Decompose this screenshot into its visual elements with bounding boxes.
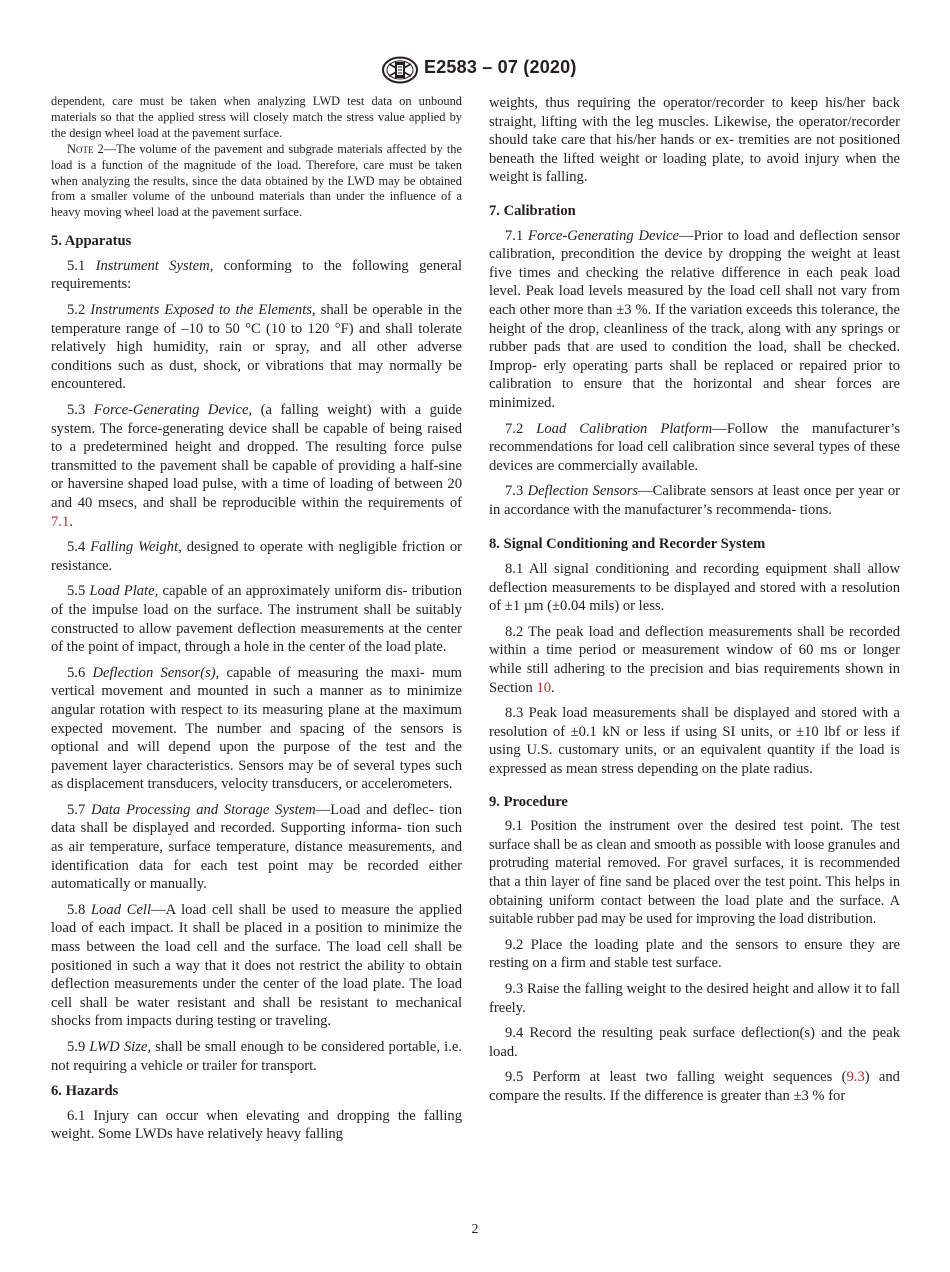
section-heading-procedure: 9. Procedure — [489, 793, 568, 810]
paragraph-8-3: 8.3 Peak load measurements shall be displayed and stored with a resolution of ±0.1 kN or less if using SI units, or ±10 lbf or less if using U.S. customary units, or an equivalent quantity if the load is expressed as mean stress depending on the plate radius. — [489, 705, 900, 777]
clause-text: capable of an approximately uniform dis- tribution of the impulse load on the surface. The instrument shall be suitably constructed to allow pavement deflection measurements at the center of the point of impact, through a hole in the center of the load plate. — [51, 583, 463, 656]
paragraph-5-9 — [51, 1038, 462, 1075]
note-label: Note 2 — [67, 141, 104, 156]
astm-logo-icon — [381, 56, 419, 84]
section-heading-apparatus: 5. Apparatus — [51, 233, 132, 250]
paragraph-8-1: 8.1 All signal conditioning and recording equipment shall allow deflection measurements to be displayed and stored with a resolution of ±1 µm (±0.04 mils) or less. — [489, 561, 900, 615]
clause-term: Load Cell — [90, 901, 152, 918]
paragraph-9-3: 9.3 Raise the falling weight to the desired height and allow it to fall freely. — [489, 980, 900, 1016]
paragraph-9-1: 9.1 Position the instrument over the desired test point. The test surface shall be as clean and smooth as possible with loose granules and protruding material removed. For gravel surfaces, it is recommended that a thin layer of fine sand be placed over the test point. This helps in obtaining uniform contact between the load plate and the surface. A suitable rubber pad may be used for improving the load distribution. — [489, 818, 900, 928]
clause-number: 7.1 — [505, 227, 529, 244]
clause-text: —Calibrate sensors at least once per year or in accordance with the manufacturer’s recommenda- tions. — [489, 483, 900, 518]
clause-text: —A load cell shall be used to measure the applied load of each impact. It shall be placed in a position to minimize the mass between the load cell and the surface. The load cell shall be positioned in such a way that it does not restrict the ability to obtain deflection measurements under the center of the load plate. The load cell shall be water resistant and shall be resistant to mechanical shocks from impacts during testing or traveling. — [51, 901, 462, 1030]
section-heading-signal-conditioning: 8. Signal Conditioning and Recorder System — [489, 536, 766, 553]
continued-paragraph: weights, thus requiring the operator/recorder to keep his/her back straight, lifting with the leg muscles. Likewise, the operator/recorder should take care that his/her hands or ex- tremities are not positioned beneath the lifted weight or loading plate, to avoid injury when the weight is falling. — [489, 95, 900, 186]
xref-link-9-3[interactable]: 9.3 — [846, 1069, 865, 1086]
clause-text: —Load and deflec- tion data shall be displayed and recorded. Supporting informa- tion such as air temperature, surface temperature, distance measurements, and identification data for each test point may be recorded either automatically or manually. — [51, 801, 463, 893]
continued-paragraph: dependent, care must be taken when analyzing LWD test data on unbound materials so that the applied stress will closely match the stress value applied by the design wheel load at the pavement surface. — [51, 94, 462, 140]
clause-term: Deflection Sensor(s), — [92, 664, 220, 681]
clause-number: 5.5 — [67, 583, 90, 600]
standard-designation: E2583 – 07 (2020) — [424, 57, 577, 77]
clause-text: shall be small enough to be considered portable, i.e. not requiring a vehicle or trailer for transport. — [51, 1039, 462, 1074]
clause-term: Data Processing and Storage System — [91, 801, 316, 818]
clause-text: designed to operate with negligible friction or resistance. — [51, 539, 463, 574]
clause-term: Falling Weight, — [90, 539, 182, 556]
paragraph-5-6 — [51, 664, 462, 794]
clause-term: Instrument System, — [95, 257, 214, 274]
clause-term: LWD Size, — [89, 1039, 151, 1055]
clause-number: 5.4 — [67, 539, 91, 556]
clause-term: Load Plate, — [89, 583, 159, 600]
clause-text: 9.5 Perform at least two falling weight sequences ( — [505, 1069, 847, 1086]
paragraph-7-1 — [489, 227, 900, 413]
clause-end: ) and compare the results. If the difference is greater than ±3 % for — [489, 1069, 900, 1104]
paragraph-9-2: 9.2 Place the loading plate and the sensors to ensure they are resting on a firm and stable test surface. — [489, 936, 900, 972]
paragraph-5-4 — [51, 538, 462, 575]
xref-link-7-1[interactable]: 7.1 — [51, 513, 70, 530]
paragraph-5-5 — [51, 582, 462, 656]
note-text: —The volume of the pavement and subgrade materials affected by the load is a function of the magnitude of the load. Therefore, care must be taken when analyzing the results, since the data obtained by the LWD may be obtained from a smaller volume of the unbound materials than under the influence of a heavy moving wheel load at the pavement surface. — [51, 141, 462, 220]
clause-number: 5.7 — [67, 801, 92, 818]
paragraph-7-2 — [489, 420, 900, 476]
paragraph-5-7 — [51, 801, 462, 894]
clause-term: Force-Generating Device, — [93, 402, 253, 418]
left-column — [51, 94, 462, 1151]
clause-text: shall be operable in the temperature range of –10 to 50 °C (10 to 120 °F) and shall tolerate relatively high humidity, rain or spray, and all other adverse conditions such as dust, shock, or vibrations that may normally be encountered. — [51, 302, 462, 393]
clause-term: Force-Generating Device — [528, 227, 679, 244]
right-column — [489, 94, 900, 1113]
clause-text: conforming to the following general requirements: — [51, 257, 463, 293]
page-number: 2 — [471, 1222, 479, 1237]
clause-text: (a falling weight) with a guide system. The force-generating device shall be capable of being raised to a predetermined height and dropped. The resulting force pulse transmitted to the pavement shall be capable of providing a half-sine or haversine shaped load pulse, with a time of loading of between 20 and 40 msecs, and shall be reproducible within the requirements of — [51, 402, 463, 511]
clause-number: 5.1 — [67, 257, 96, 274]
paragraph-5-1 — [51, 257, 462, 294]
clause-end: . — [69, 513, 73, 530]
clause-end: . — [551, 679, 555, 696]
section-heading-hazards: 6. Hazards — [51, 1083, 119, 1100]
paragraph-7-3 — [489, 482, 900, 519]
clause-term: Deflection Sensors — [527, 483, 639, 500]
clause-number: 7.3 — [505, 483, 528, 500]
clause-text: 8.2 The peak load and deflection measurements shall be recorded within a time period or measurement window of 60 ms or longer while still adhering to the precision and bias requirements shown in Section — [489, 623, 900, 696]
clause-number: 5.2 — [67, 302, 91, 319]
paragraph-5-8 — [51, 901, 462, 1031]
xref-link-section-10[interactable]: 10 — [536, 679, 552, 696]
clause-number: 5.3 — [67, 402, 94, 418]
paragraph-5-2 — [51, 301, 462, 394]
paragraph-5-3 — [51, 401, 462, 531]
clause-term: Instruments Exposed to the Elements, — [90, 302, 316, 319]
paragraph-9-5 — [489, 1068, 900, 1105]
section-heading-calibration: 7. Calibration — [489, 202, 576, 219]
clause-term: Load Calibration Platform — [536, 420, 713, 437]
paragraph-6-1: 6.1 Injury can occur when elevating and dropping the falling weight. Some LWDs have relatively heavy falling — [51, 1107, 462, 1143]
clause-text: —Prior to load and deflection sensor calibration, precondition the device by dropping the weight at least five times and checking the relative difference in each peak load level. Peak load levels measured by the load cell shall not vary from each other more than ±3 %. If the variation exceeds this tolerance, the height of the drop, cleanliness of the track, along with any springs or rubber pads that are used to condition the load, shall be checked. Improp- erly operating parts shall be replaced or repaired prior to calibration to ensure that the horizontal and shear forces are minimized. — [489, 227, 900, 411]
clause-number: 5.9 — [67, 1039, 90, 1055]
clause-number: 5.8 — [67, 901, 91, 918]
clause-number: 7.2 — [505, 420, 537, 437]
page-header — [0, 56, 950, 86]
clause-text: —Follow the manufacturer’s recommendations for load cell calibration since several types of these devices are commercially available. — [489, 420, 901, 474]
note-2 — [51, 142, 462, 222]
clause-text: capable of measuring the maxi- mum vertical movement and mounted in such a manner as to minimize angular rotation with respect to its measuring plane at the maximum expected movement. The number and spacing of the sensors is optional and will depend upon the purpose of the test and the pavement layer characteristics. Sensors may be of several types such as displacement transducers, velocity transducers, or accelerometers. — [51, 664, 462, 793]
clause-number: 5.6 — [67, 664, 93, 681]
paragraph-9-4: 9.4 Record the resulting peak surface deflection(s) and the peak load. — [489, 1025, 900, 1060]
paragraph-8-2 — [489, 623, 900, 697]
